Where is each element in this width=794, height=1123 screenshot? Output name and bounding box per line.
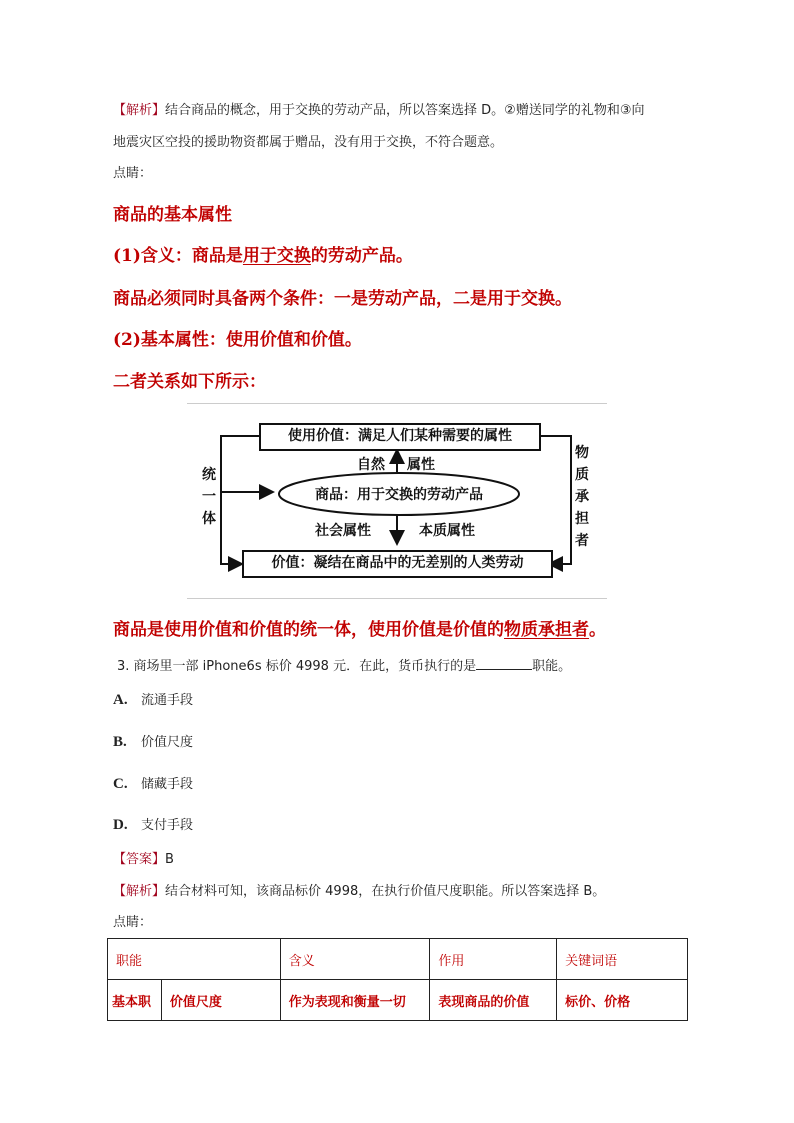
answer-blank — [476, 655, 532, 670]
notes-line-2: 商品必须同时具备两个条件：一是劳动产品，二是用于交换。 — [113, 289, 572, 309]
analysis-paragraph-1 — [113, 101, 693, 121]
notes-line-1-pre: (1)含义：商品是 — [113, 246, 243, 266]
option-text: 支付手段 — [141, 818, 194, 833]
answer-tag: 【答案】 — [113, 852, 166, 867]
answer-line — [113, 850, 174, 870]
analysis-line-q3 — [113, 882, 605, 902]
left-bracket-line — [221, 436, 259, 564]
notes-line-3: (2)基本属性：使用价值和价值。 — [113, 330, 362, 350]
left-vertical-label — [202, 464, 220, 530]
option-a[interactable] — [113, 689, 193, 709]
table-header-cell: 作用 — [430, 939, 557, 980]
left-label-char: 体 — [202, 511, 216, 527]
analysis-tag-q3: 【解析】 — [113, 884, 166, 899]
use-value-box: 使用价值：满足人们某种需要的属性 — [259, 423, 541, 451]
notes-heading: 商品的基本属性 — [113, 205, 232, 225]
table-header-cell: 职能 — [108, 939, 281, 980]
analysis-text-q3: 结合材料可知，该商品标价 4998，在执行价值尺度职能。所以答案选择 B。 — [165, 884, 606, 899]
point-label-2: 点睛： — [113, 915, 153, 930]
table-header-row — [108, 939, 688, 980]
table-cell: 基本职 — [108, 980, 162, 1021]
table-header-cell: 关键词语 — [557, 939, 688, 980]
option-text: 储藏手段 — [141, 777, 194, 792]
attribute-label: 属性 — [407, 457, 435, 473]
right-label-char: 承 — [575, 489, 589, 505]
point-label-1: 点睛： — [113, 166, 153, 181]
left-label-char: 统 — [202, 467, 216, 483]
table-header-cell: 含义 — [280, 939, 430, 980]
analysis-tag: 【解析】 — [113, 103, 166, 118]
notes-line-1-post: 的劳动产品。 — [310, 246, 413, 266]
question-3-stem — [117, 655, 571, 677]
table-cell: 价值尺度 — [161, 980, 280, 1021]
notes-line-1 — [113, 241, 413, 266]
right-bracket-line — [537, 436, 571, 564]
option-text: 流通手段 — [141, 693, 194, 708]
summary-pre: 商品是使用价值和价值的统一体，使用价值是价值的 — [113, 620, 504, 640]
right-label-char: 质 — [575, 467, 589, 483]
table-row — [108, 980, 688, 1021]
analysis-line-1: 结合商品的概念，用于交换的劳动产品，所以答案选择 D。②赠送同学的礼物和③向 — [165, 103, 645, 118]
option-text: 价值尺度 — [141, 735, 194, 750]
analysis-line-2: 地震灾区空投的援助物资都属于赠品，没有用于交换，不符合题意。 — [113, 135, 504, 150]
option-letter: D. — [113, 817, 128, 833]
option-d[interactable] — [113, 814, 193, 834]
social-attribute-label: 社会属性 — [315, 523, 371, 539]
option-b[interactable] — [113, 731, 193, 751]
relationship-diagram — [187, 403, 607, 599]
right-label-char: 者 — [575, 533, 589, 549]
left-label-char: 一 — [202, 489, 216, 505]
notes-line-4: 二者关系如下所示： — [113, 372, 266, 392]
question-stem-end: 职能。 — [532, 659, 572, 674]
function-table — [107, 938, 688, 1021]
table-cell: 作为表现和衡量一切 — [280, 980, 430, 1021]
essential-attribute-label: 本质属性 — [419, 523, 475, 539]
option-letter: B. — [113, 734, 127, 750]
table-cell: 标价、价格 — [557, 980, 688, 1021]
natural-label: 自然 — [357, 457, 385, 473]
right-vertical-label — [575, 442, 593, 552]
option-letter: A. — [113, 692, 128, 708]
value-box: 价值：凝结在商品中的无差别的人类劳动 — [242, 550, 553, 578]
right-label-char: 担 — [575, 511, 589, 527]
summary-line — [113, 615, 606, 640]
answer-value: B — [165, 852, 174, 867]
table-cell: 表现商品的价值 — [430, 980, 557, 1021]
summary-post: 。 — [589, 620, 606, 640]
right-label-char: 物 — [575, 445, 589, 461]
option-letter: C. — [113, 776, 128, 792]
option-c[interactable] — [113, 773, 193, 793]
notes-line-1-underlined: 用于交换 — [242, 246, 311, 266]
summary-underlined: 物质承担者 — [504, 620, 589, 640]
question-stem-text: 3. 商场里一部 iPhone6s 标价 4998 元．在此，货币执行的是 — [117, 659, 477, 674]
ellipse-label: 商品：用于交换的劳动产品 — [315, 487, 483, 503]
